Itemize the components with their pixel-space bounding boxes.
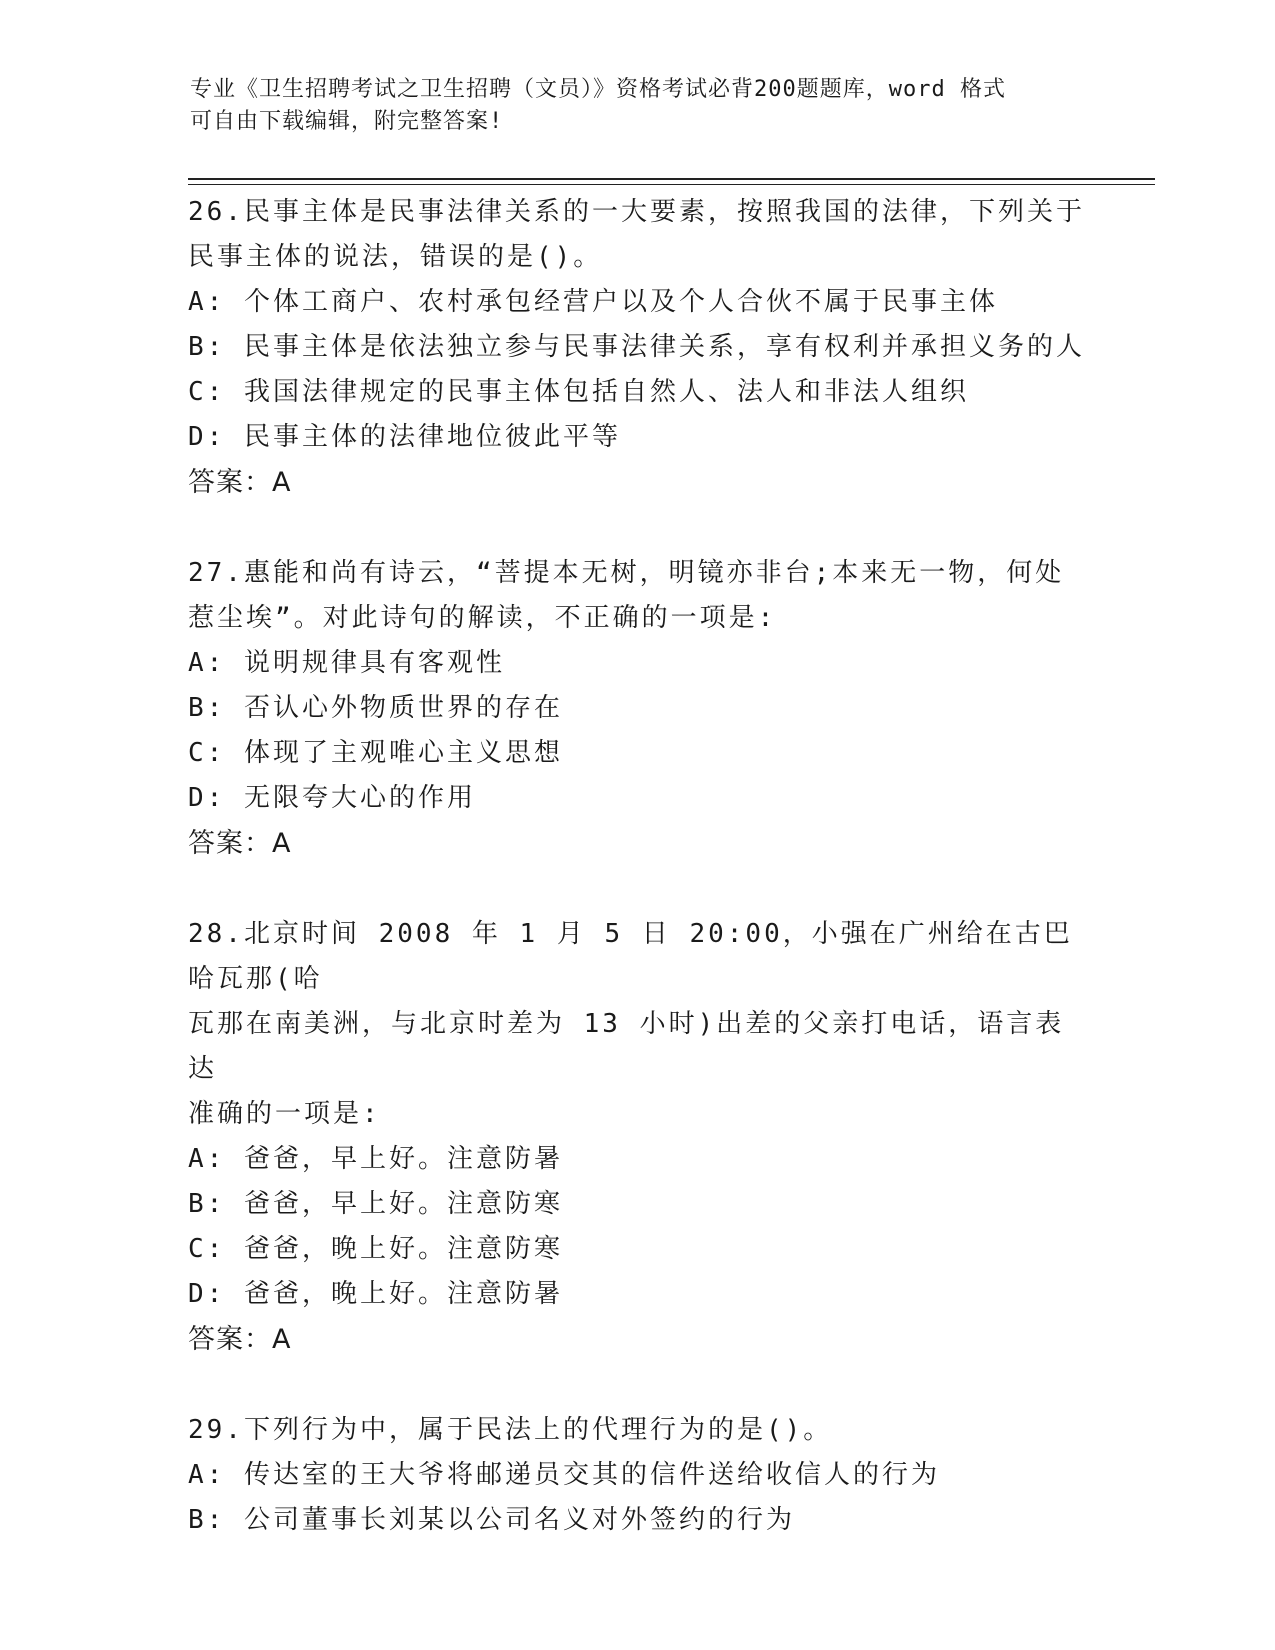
header-divider-thin: [188, 184, 1155, 185]
option-a: A: 传达室的王大爷将邮递员交其的信件送给收信人的行为: [188, 1460, 940, 1490]
answer-line: 答案：A: [188, 828, 292, 859]
option-d: D: 爸爸，晚上好。注意防暑: [188, 1279, 563, 1309]
header-divider-thick: [188, 178, 1155, 180]
question-stem-line: 28.北京时间 2008 年 1 月 5 日 20:00，小强在广州给在古巴哈瓦那(哈: [188, 919, 1073, 994]
question-stem-line: 29.下列行为中，属于民法上的代理行为的是()。: [188, 1415, 833, 1445]
question-27: [188, 551, 1088, 867]
question-stem-line: 瓦那在南美洲，与北京时差为 13 小时)出差的父亲打电话，语言表达: [188, 1009, 1065, 1084]
question-26: [188, 190, 1088, 506]
question-stem-line: 准确的一项是:: [188, 1099, 381, 1129]
option-c: C: 爸爸，晚上好。注意防寒: [188, 1234, 563, 1264]
option-a: A: 说明规律具有客观性: [188, 648, 505, 678]
question-stem-line: 27.惠能和尚有诗云，“菩提本无树，明镜亦非台;本来无一物，何处: [188, 558, 1065, 588]
header-line-2: 可自由下载编辑，附完整答案!: [190, 109, 504, 134]
answer-line: 答案：A: [188, 467, 292, 498]
option-c: C: 我国法律规定的民事主体包括自然人、法人和非法人组织: [188, 377, 969, 407]
question-stem-line: 民事主体的说法，错误的是()。: [188, 242, 603, 272]
option-d: D: 民事主体的法律地位彼此平等: [188, 422, 621, 452]
question-28: [188, 912, 1088, 1363]
option-d: D: 无限夸大心的作用: [188, 783, 476, 813]
document-header: [190, 74, 1090, 138]
option-b: B: 公司董事长刘某以公司名义对外签约的行为: [188, 1505, 795, 1535]
option-c: C: 体现了主观唯心主义思想: [188, 738, 563, 768]
question-29: [188, 1408, 1088, 1543]
option-a: A: 爸爸，早上好。注意防暑: [188, 1144, 563, 1174]
option-b: B: 否认心外物质世界的存在: [188, 693, 563, 723]
option-a: A: 个体工商户、农村承包经营户以及个人合伙不属于民事主体: [188, 287, 998, 317]
question-list: [188, 190, 1088, 1588]
option-b: B: 民事主体是依法独立参与民事法律关系，享有权利并承担义务的人: [188, 332, 1085, 362]
header-line-1: 专业《卫生招聘考试之卫生招聘（文员）》资格考试必背200题题库，word 格式: [190, 77, 1006, 102]
question-stem-line: 惹尘埃”。对此诗句的解读，不正确的一项是:: [188, 603, 777, 633]
question-stem-line: 26.民事主体是民事法律关系的一大要素，按照我国的法律，下列关于: [188, 197, 1085, 227]
option-b: B: 爸爸，早上好。注意防寒: [188, 1189, 563, 1219]
answer-line: 答案：A: [188, 1324, 292, 1355]
